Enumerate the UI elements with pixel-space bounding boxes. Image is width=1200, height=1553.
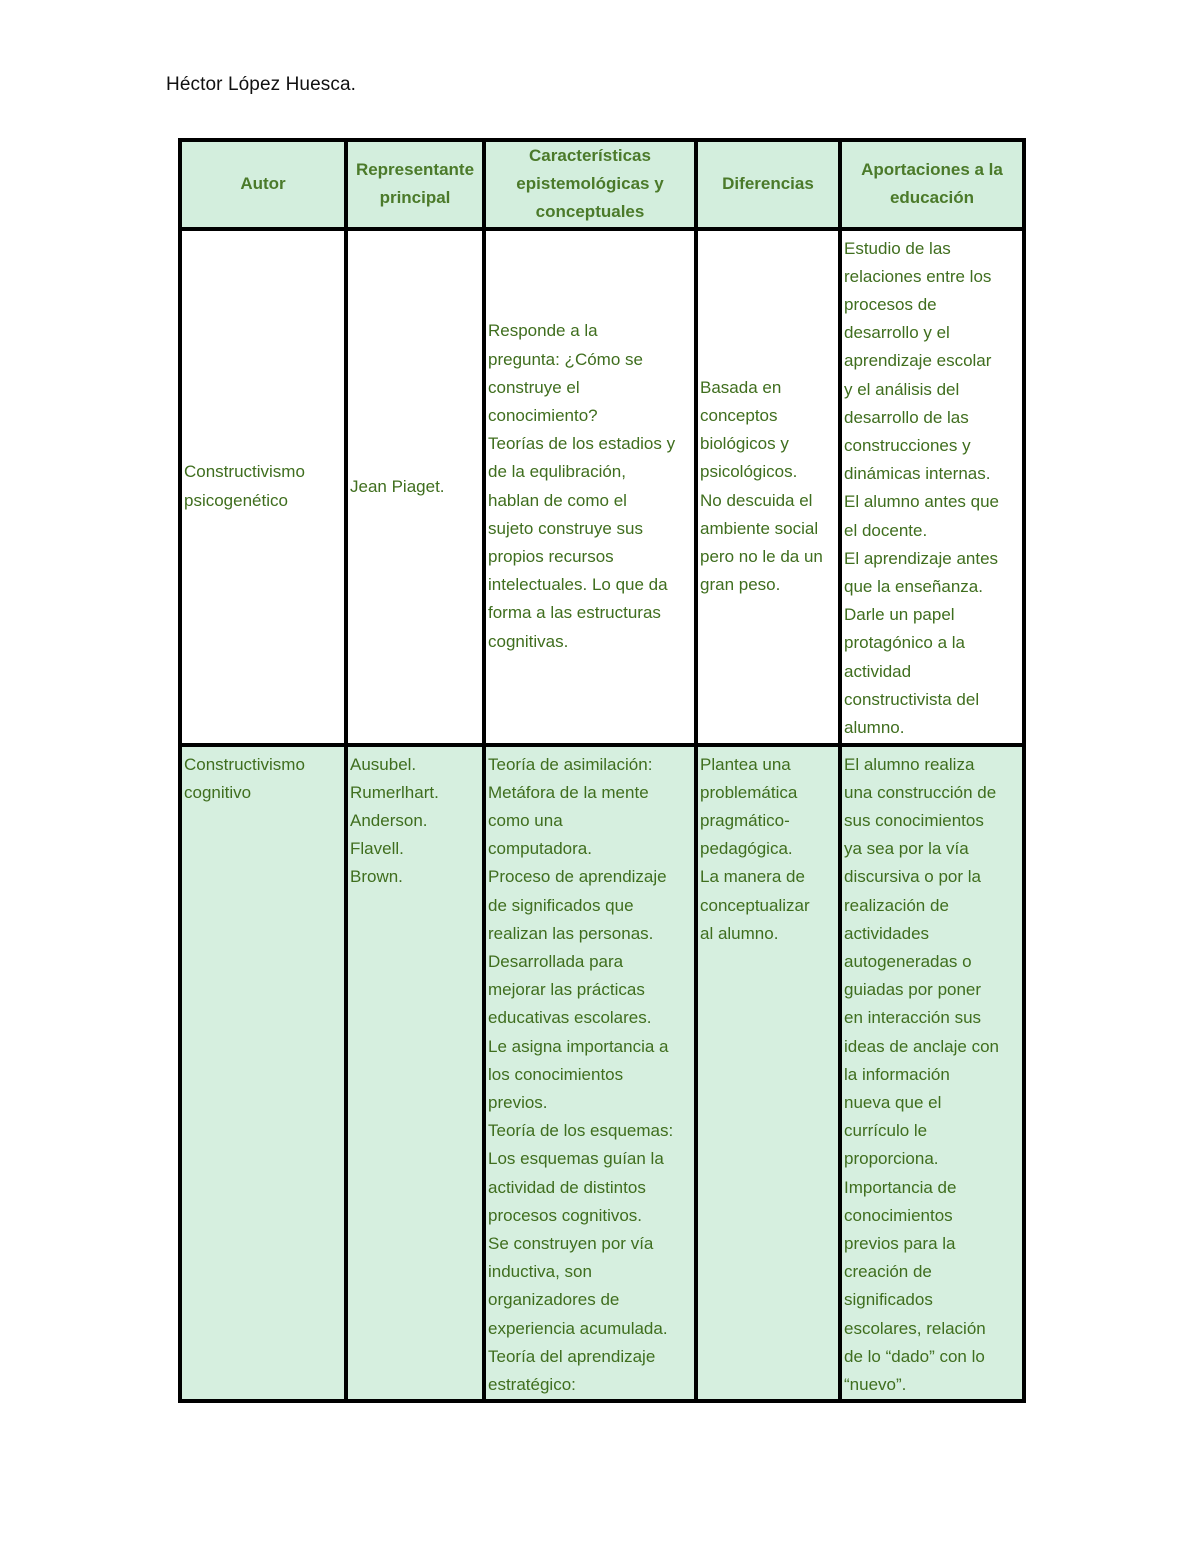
header-aportaciones: Aportaciones a la educación xyxy=(840,140,1024,229)
cell-autor: Constructivismo psicogenético xyxy=(180,229,346,745)
cell-caracteristicas: Responde a la pregunta: ¿Cómo se construye el conocimiento? Teorías de los estadios y de la equlibración, hablan de como el sujeto construye sus propios recursos intelectuales. Lo que da forma a las estructuras cognitivas. xyxy=(484,229,696,745)
cell-representante: Jean Piaget. xyxy=(346,229,484,745)
cell-diferencias: Basada en conceptos biológicos y psicológicos. No descuida el ambiente social pero no le da un gran peso. xyxy=(696,229,840,745)
cell-representante: Ausubel. Rumerlhart. Anderson. Flavell. Brown. xyxy=(346,745,484,1402)
table-header-row xyxy=(180,140,1024,229)
table-row xyxy=(180,745,1024,1402)
cell-caracteristicas: Teoría de asimilación: Metáfora de la mente como una computadora. Proceso de aprendizaje de significados que realizan las personas. Desarrollada para mejorar las prácticas educativas escolares. Le asigna importancia a los conocimientos previos. Teoría de los esquemas: Los esquemas guían la actividad de distintos procesos cognitivos. Se construyen por vía inductiva, son organizadores de experiencia acumulada. Teoría del aprendizaje estratégico: xyxy=(484,745,696,1402)
cell-aportaciones: Estudio de las relaciones entre los procesos de desarrollo y el aprendizaje escolar y el análisis del desarrollo de las construcciones y dinámicas internas. El alumno antes que el docente. El aprendizaje antes que la enseñanza. Darle un papel protagónico a la actividad constructivista del alumno. xyxy=(840,229,1024,745)
header-diferencias: Diferencias xyxy=(696,140,840,229)
cell-diferencias: Plantea una problemática pragmático- pedagógica. La manera de conceptualizar al alumno. xyxy=(696,745,840,1402)
header-caracteristicas: Características epistemológicas y conceptuales xyxy=(484,140,696,229)
cell-autor: Constructivismo cognitivo xyxy=(180,745,346,1402)
table-row xyxy=(180,229,1024,745)
cell-aportaciones: El alumno realiza una construcción de sus conocimientos ya sea por la vía discursiva o por la realización de actividades autogeneradas o guiadas por poner en interacción sus ideas de anclaje con la información nueva que el currículo le proporciona. Importancia de conocimientos previos para la creación de significados escolares, relación de lo “dado” con lo “nuevo”. xyxy=(840,745,1024,1402)
author-name: Héctor López Huesca. xyxy=(166,74,356,95)
header-representante: Representante principal xyxy=(346,140,484,229)
comparison-table xyxy=(178,138,1026,1403)
header-autor: Autor xyxy=(180,140,346,229)
